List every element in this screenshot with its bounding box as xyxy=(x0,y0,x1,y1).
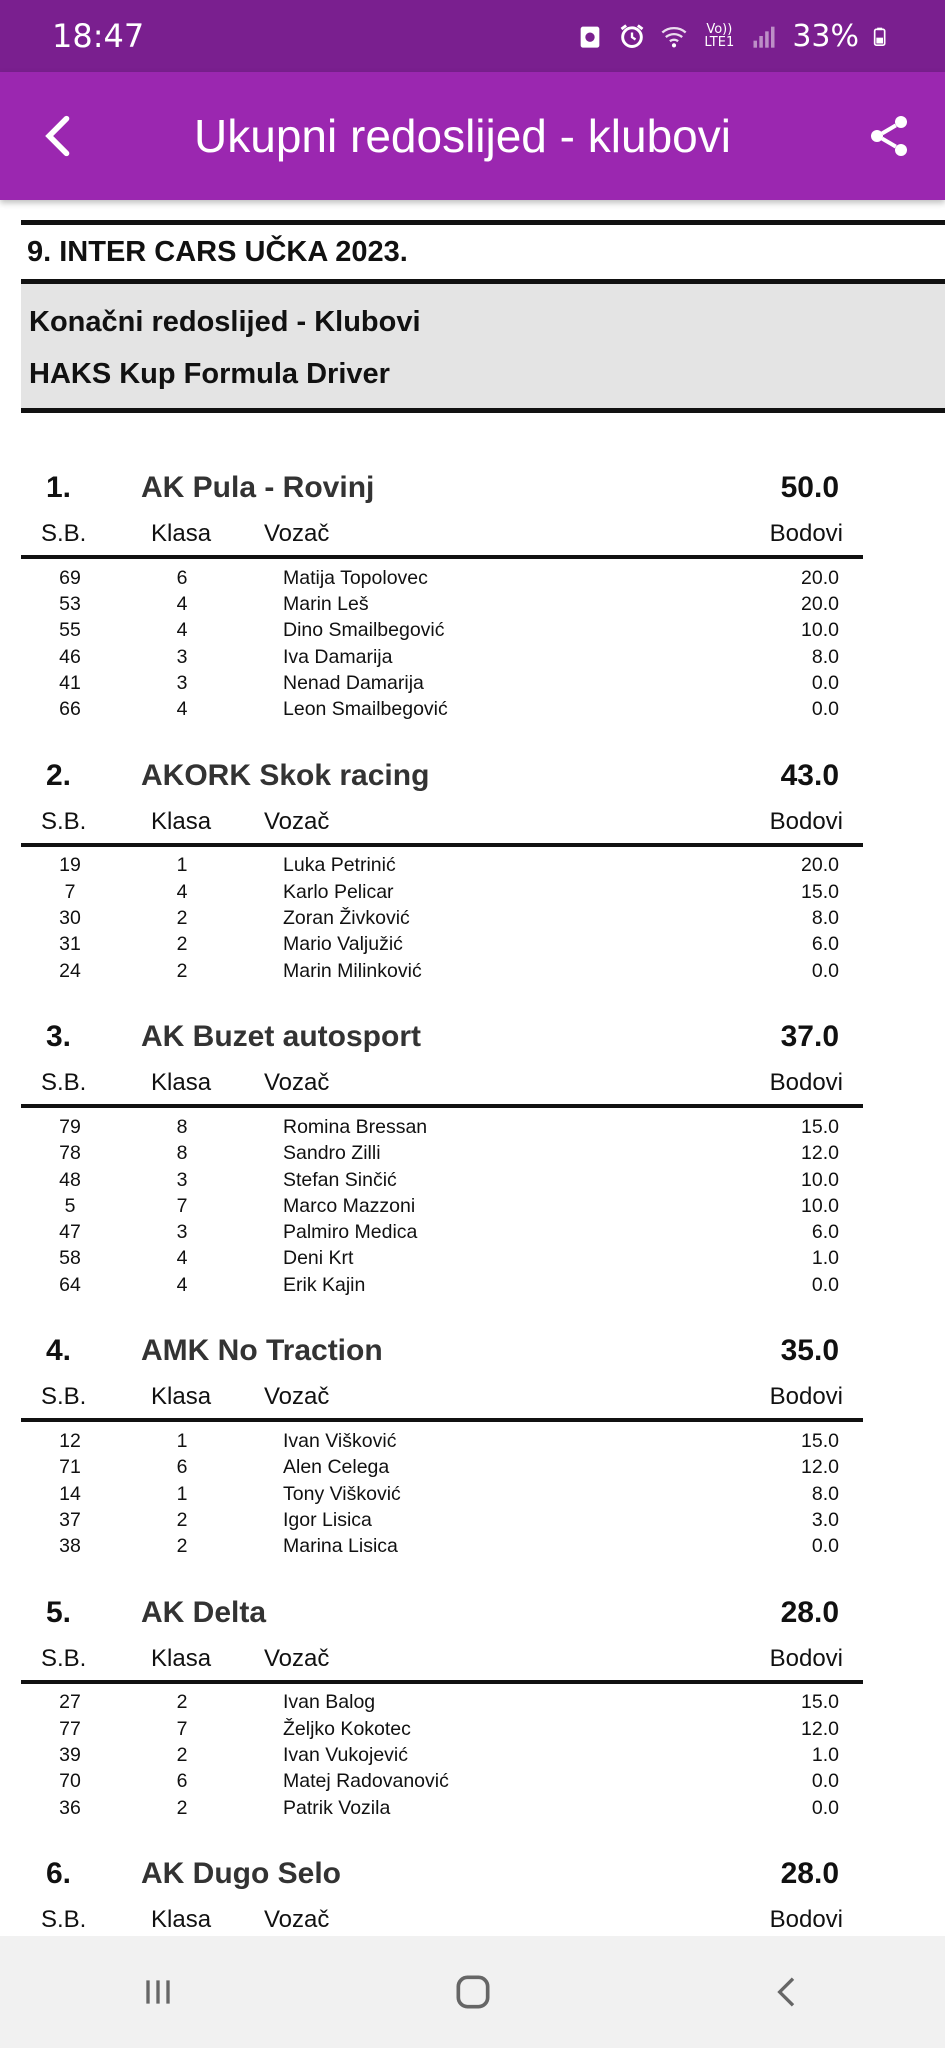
table-row xyxy=(21,1219,863,1245)
col-sb: S.B. xyxy=(41,520,87,547)
col-vozac: Vozač xyxy=(264,1644,330,1672)
cell-bodovi: 0.0 xyxy=(811,1770,839,1793)
system-nav-bar xyxy=(0,1936,945,2048)
table-row xyxy=(21,1769,863,1795)
ranking-subtitle: Konačni redoslijed - Klubovi xyxy=(29,306,421,338)
cell-vozac: Nenad Damarija xyxy=(283,671,424,694)
col-sb: S.B. xyxy=(41,1906,87,1934)
cell-bodovi: 8.0 xyxy=(811,1482,839,1505)
table-row xyxy=(21,1167,863,1193)
club-rank: 1. xyxy=(46,471,72,504)
table-row xyxy=(21,905,863,931)
club-name: AK Buzet autosport xyxy=(141,1020,421,1054)
table-row xyxy=(21,1690,863,1716)
cell-sb: 46 xyxy=(59,645,81,668)
club-pts: 28.0 xyxy=(780,1595,839,1629)
cell-vozac: Željko Kokotec xyxy=(283,1717,411,1740)
cell-sb: 30 xyxy=(59,907,81,930)
cell-sb: 71 xyxy=(59,1456,81,1479)
driver-rows xyxy=(21,1108,863,1304)
cell-bodovi: 0.0 xyxy=(811,671,839,694)
cell-bodovi: 3.0 xyxy=(811,1508,839,1531)
cell-klasa: 2 xyxy=(176,1508,188,1531)
cell-klasa: 4 xyxy=(176,592,188,615)
cell-sb: 36 xyxy=(59,1796,81,1819)
table-row xyxy=(21,853,863,879)
home-button[interactable] xyxy=(443,1962,503,2022)
driver-rows xyxy=(21,559,863,729)
arrow-back-icon[interactable] xyxy=(34,110,86,162)
cell-klasa: 1 xyxy=(176,1482,188,1505)
app-bar xyxy=(0,72,945,200)
table-row xyxy=(21,1481,863,1507)
cell-sb: 24 xyxy=(59,959,81,982)
cell-bodovi: 0.0 xyxy=(811,1273,839,1296)
cell-vozac: Marco Mazzoni xyxy=(283,1194,416,1217)
table-row xyxy=(21,670,863,696)
cell-vozac: Matija Topolovec xyxy=(283,566,428,589)
col-klasa: Klasa xyxy=(151,1906,212,1934)
page-title: Ukupni redoslijed - klubovi xyxy=(194,110,731,162)
table-row xyxy=(21,879,863,905)
cell-sb: 78 xyxy=(59,1142,81,1165)
club-section xyxy=(21,1304,863,1565)
cell-sb: 7 xyxy=(64,880,76,903)
table-row xyxy=(21,565,863,591)
cell-bodovi: 10.0 xyxy=(801,1194,839,1217)
wifi-icon xyxy=(660,22,688,50)
cell-sb: 19 xyxy=(59,854,81,877)
col-klasa: Klasa xyxy=(151,1383,212,1411)
club-header xyxy=(21,1304,863,1376)
cell-klasa: 4 xyxy=(176,1273,188,1296)
cell-vozac: Tony Višković xyxy=(283,1482,401,1505)
cell-klasa: 2 xyxy=(176,1744,188,1767)
cell-bodovi: 0.0 xyxy=(811,959,839,982)
cell-vozac: Dino Smailbegović xyxy=(283,619,445,642)
recent-apps-button[interactable] xyxy=(128,1962,188,2022)
cell-bodovi: 15.0 xyxy=(801,1691,839,1714)
cell-vozac: Leon Smailbegović xyxy=(283,698,448,721)
club-section xyxy=(21,729,863,990)
club-pts: 28.0 xyxy=(780,1857,839,1891)
cell-klasa: 6 xyxy=(176,1456,188,1479)
table-row xyxy=(21,1114,863,1140)
col-sb: S.B. xyxy=(41,1383,87,1411)
col-vozac: Vozač xyxy=(264,1906,330,1934)
recycle-notification-icon xyxy=(576,22,604,50)
cell-vozac: Marin Milinković xyxy=(283,959,422,982)
cell-sb: 70 xyxy=(59,1770,81,1793)
table-row xyxy=(21,1795,863,1821)
table-row xyxy=(21,1534,863,1560)
cell-klasa: 8 xyxy=(176,1115,188,1138)
driver-rows xyxy=(21,1684,863,1827)
cell-klasa: 4 xyxy=(176,619,188,642)
club-header xyxy=(21,441,863,513)
column-header-row xyxy=(21,1062,863,1108)
table-row xyxy=(21,1246,863,1272)
cell-sb: 53 xyxy=(59,592,81,615)
column-header-row xyxy=(21,801,863,847)
cell-sb: 37 xyxy=(59,1508,81,1531)
cell-klasa: 2 xyxy=(176,933,188,956)
cell-klasa: 6 xyxy=(176,1770,188,1793)
network-indicator: Vo)) LTE1 xyxy=(704,22,735,50)
cell-klasa: 4 xyxy=(176,1247,188,1270)
cell-bodovi: 6.0 xyxy=(811,933,839,956)
cell-sb: 12 xyxy=(59,1429,81,1452)
cell-bodovi: 8.0 xyxy=(811,907,839,930)
col-vozac: Vozač xyxy=(264,1069,330,1097)
cell-bodovi: 15.0 xyxy=(801,1429,839,1452)
cell-sb: 47 xyxy=(59,1221,81,1244)
column-header-row xyxy=(21,1376,863,1422)
cell-bodovi: 0.0 xyxy=(811,1535,839,1558)
club-rank: 4. xyxy=(46,1334,72,1368)
cell-bodovi: 20.0 xyxy=(801,854,839,877)
cup-subtitle: HAKS Kup Formula Driver xyxy=(29,358,390,390)
table-row xyxy=(21,696,863,722)
club-header xyxy=(21,990,863,1062)
table-row xyxy=(21,1193,863,1219)
col-sb: S.B. xyxy=(41,807,87,835)
status-bar xyxy=(0,0,945,72)
status-time: 18:47 xyxy=(52,17,145,55)
cell-klasa: 6 xyxy=(176,566,188,589)
club-rank: 5. xyxy=(46,1595,72,1629)
cell-vozac: Ivan Višković xyxy=(283,1429,397,1452)
table-row xyxy=(21,1507,863,1533)
cell-sb: 79 xyxy=(59,1115,81,1138)
club-pts: 50.0 xyxy=(780,471,839,504)
cell-bodovi: 20.0 xyxy=(801,592,839,615)
table-row xyxy=(21,1455,863,1481)
club-header xyxy=(21,1827,863,1899)
cell-bodovi: 12.0 xyxy=(801,1717,839,1740)
cell-vozac: Marin Leš xyxy=(283,592,369,615)
cell-klasa: 3 xyxy=(176,1221,188,1244)
cell-bodovi: 8.0 xyxy=(811,645,839,668)
cell-bodovi: 6.0 xyxy=(811,1221,839,1244)
col-klasa: Klasa xyxy=(151,1644,212,1672)
table-row xyxy=(21,1716,863,1742)
signal-icon xyxy=(750,22,778,50)
column-header-row xyxy=(21,513,863,559)
ranking-header-box xyxy=(21,284,945,408)
table-row xyxy=(21,591,863,617)
cell-klasa: 2 xyxy=(176,1691,188,1714)
driver-rows xyxy=(21,1422,863,1565)
col-sb: S.B. xyxy=(41,1069,87,1097)
cell-vozac: Erik Kajin xyxy=(283,1273,366,1296)
cell-sb: 14 xyxy=(59,1482,81,1505)
col-klasa: Klasa xyxy=(151,1069,212,1097)
col-sb: S.B. xyxy=(41,1644,87,1672)
driver-rows xyxy=(21,847,863,990)
cell-sb: 41 xyxy=(59,671,81,694)
table-row xyxy=(21,958,863,984)
cell-vozac: Deni Krt xyxy=(283,1247,354,1270)
cell-klasa: 4 xyxy=(176,880,188,903)
cell-sb: 66 xyxy=(59,698,81,721)
cell-vozac: Matej Radovanović xyxy=(283,1770,449,1793)
col-klasa: Klasa xyxy=(151,807,212,835)
cell-bodovi: 1.0 xyxy=(811,1744,839,1767)
cell-sb: 27 xyxy=(59,1691,81,1714)
cell-bodovi: 15.0 xyxy=(801,880,839,903)
event-title: 9. INTER CARS UČKA 2023. xyxy=(27,235,408,268)
cell-vozac: Luka Petrinić xyxy=(283,854,396,877)
cell-klasa: 1 xyxy=(176,854,188,877)
table-row xyxy=(21,618,863,644)
club-pts: 35.0 xyxy=(780,1334,839,1368)
club-rank: 6. xyxy=(46,1857,72,1891)
cell-bodovi: 15.0 xyxy=(801,1115,839,1138)
cell-vozac: Stefan Sinčić xyxy=(283,1168,397,1191)
club-section xyxy=(21,1566,863,1827)
club-rank: 2. xyxy=(46,758,72,792)
cell-sb: 69 xyxy=(59,566,81,589)
cell-sb: 64 xyxy=(59,1273,81,1296)
share-icon[interactable] xyxy=(865,112,913,160)
cell-vozac: Ivan Vukojević xyxy=(283,1744,409,1767)
cell-sb: 38 xyxy=(59,1535,81,1558)
club-name: AMK No Traction xyxy=(141,1334,383,1368)
cell-vozac: Igor Lisica xyxy=(283,1508,372,1531)
cell-sb: 48 xyxy=(59,1168,81,1191)
col-bodovi: Bodovi xyxy=(769,807,843,835)
cell-bodovi: 12.0 xyxy=(801,1456,839,1479)
cell-sb: 39 xyxy=(59,1744,81,1767)
cell-vozac: Mario Valjužić xyxy=(283,933,403,956)
cell-bodovi: 10.0 xyxy=(801,1168,839,1191)
cell-sb: 58 xyxy=(59,1247,81,1270)
battery-percent: 33% xyxy=(792,18,859,54)
results-content[interactable] xyxy=(21,220,945,1936)
cell-klasa: 2 xyxy=(176,1796,188,1819)
club-header xyxy=(21,1566,863,1638)
club-section xyxy=(21,990,863,1304)
alarm-icon xyxy=(618,22,646,50)
col-vozac: Vozač xyxy=(264,807,330,835)
battery-icon xyxy=(873,22,893,50)
table-row xyxy=(21,1742,863,1768)
cell-vozac: Patrik Vozila xyxy=(283,1796,391,1819)
cell-sb: 55 xyxy=(59,619,81,642)
cell-klasa: 8 xyxy=(176,1142,188,1165)
col-vozac: Vozač xyxy=(264,520,330,547)
club-pts: 37.0 xyxy=(780,1020,839,1054)
cell-vozac: Sandro Zilli xyxy=(283,1142,381,1165)
club-name: AK Pula - Rovinj xyxy=(141,471,375,504)
cell-vozac: Alen Celega xyxy=(283,1456,390,1479)
cell-bodovi: 0.0 xyxy=(811,1796,839,1819)
cell-vozac: Romina Bressan xyxy=(283,1115,428,1138)
cell-sb: 77 xyxy=(59,1717,81,1740)
cell-bodovi: 1.0 xyxy=(811,1247,839,1270)
table-row xyxy=(21,644,863,670)
table-row xyxy=(21,1428,863,1454)
cell-vozac: Marina Lisica xyxy=(283,1535,398,1558)
club-name: AKORK Skok racing xyxy=(141,758,430,792)
col-bodovi: Bodovi xyxy=(769,1906,843,1934)
col-bodovi: Bodovi xyxy=(769,1069,843,1097)
cell-vozac: Iva Damarija xyxy=(283,645,393,668)
cell-klasa: 3 xyxy=(176,645,188,668)
column-header-row xyxy=(21,1638,863,1684)
nav-back-button[interactable] xyxy=(758,1962,818,2022)
home-icon xyxy=(451,1970,495,2014)
club-rank: 3. xyxy=(46,1020,72,1054)
cell-klasa: 1 xyxy=(176,1429,188,1452)
cell-bodovi: 0.0 xyxy=(811,698,839,721)
col-bodovi: Bodovi xyxy=(769,1644,843,1672)
club-section xyxy=(21,441,863,729)
cell-vozac: Karlo Pelicar xyxy=(283,880,394,903)
cell-vozac: Ivan Balog xyxy=(283,1691,376,1714)
cell-klasa: 3 xyxy=(176,1168,188,1191)
status-icons xyxy=(576,19,893,54)
table-row xyxy=(21,932,863,958)
table-row xyxy=(21,1141,863,1167)
club-pts: 43.0 xyxy=(780,758,839,792)
col-klasa: Klasa xyxy=(151,520,212,547)
club-header xyxy=(21,729,863,801)
cell-klasa: 3 xyxy=(176,671,188,694)
cell-sb: 31 xyxy=(59,933,81,956)
clubs-list xyxy=(21,441,945,2036)
cell-klasa: 7 xyxy=(176,1194,188,1217)
cell-klasa: 2 xyxy=(176,1535,188,1558)
recent-apps-icon xyxy=(138,1972,178,2012)
cell-klasa: 2 xyxy=(176,959,188,982)
col-bodovi: Bodovi xyxy=(769,1383,843,1411)
cell-bodovi: 10.0 xyxy=(801,619,839,642)
cell-klasa: 7 xyxy=(176,1717,188,1740)
cell-sb: 5 xyxy=(64,1194,76,1217)
cell-klasa: 2 xyxy=(176,907,188,930)
club-name: AK Delta xyxy=(141,1595,267,1629)
cell-bodovi: 20.0 xyxy=(801,566,839,589)
cell-vozac: Palmiro Medica xyxy=(283,1221,418,1244)
nav-back-icon xyxy=(768,1972,808,2012)
cell-vozac: Zoran Živković xyxy=(283,907,410,930)
table-row xyxy=(21,1272,863,1298)
club-name: AK Dugo Selo xyxy=(141,1857,341,1891)
col-vozac: Vozač xyxy=(264,1383,330,1411)
col-bodovi: Bodovi xyxy=(769,520,843,547)
cell-klasa: 4 xyxy=(176,698,188,721)
cell-bodovi: 12.0 xyxy=(801,1142,839,1165)
